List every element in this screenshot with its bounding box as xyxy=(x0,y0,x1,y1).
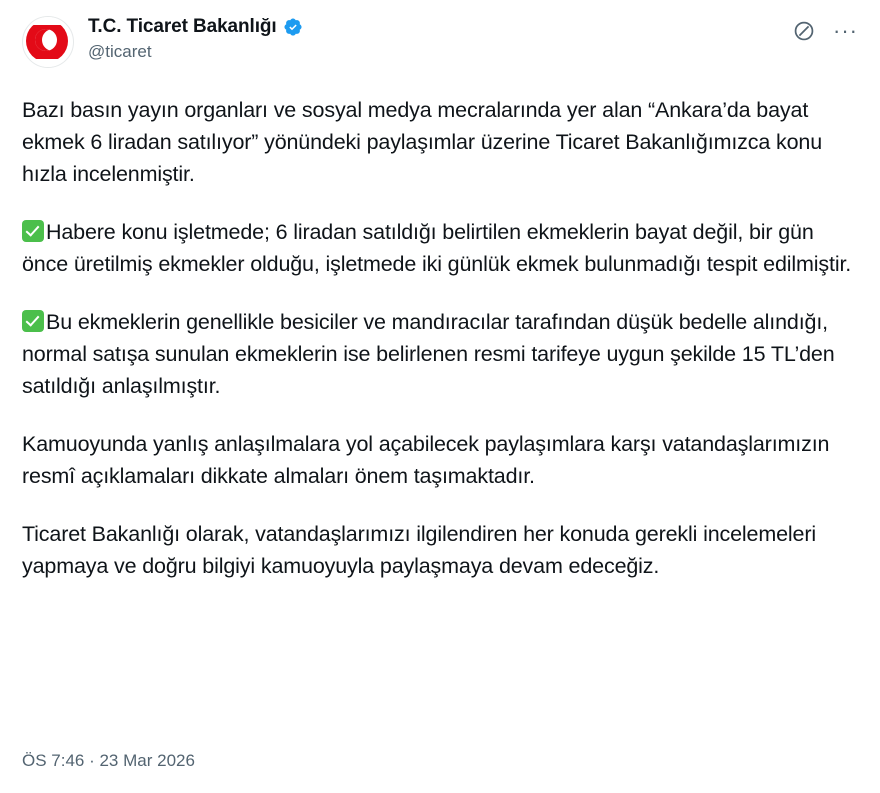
tweet-paragraph: Ticaret Bakanlığı olarak, vatandaşlarımızı ilgilendiren her konuda gerekli incelemeleri yapmaya ve doğru bilgiyi kamuoyuyla paylaşmaya devam edeceğiz. xyxy=(22,522,816,578)
more-options-icon[interactable]: ··· xyxy=(833,18,858,43)
avatar[interactable] xyxy=(22,16,74,68)
tweet-paragraph: Bazı basın yayın organları ve sosyal medya mecralarında yer alan “Ankara’da bayat ekmek 6 liradan satılıyor” yönündeki paylaşımlar üzerine Ticaret Bakanlığımızca konu hızla incelenmiştir. xyxy=(22,98,823,186)
check-mark-icon xyxy=(22,310,44,332)
tweet-header xyxy=(22,14,858,78)
tweet-body xyxy=(22,94,858,582)
verified-badge-icon xyxy=(283,17,303,37)
account-handle[interactable]: @ticaret xyxy=(88,42,152,61)
avatar-arc-top xyxy=(25,17,71,25)
display-name-row xyxy=(88,16,303,38)
tweet-paragraph-text: Bu ekmeklerin genellikle besiciler ve mandıracılar tarafından düşük bedelle alındığı, normal satışa sunulan ekmeklerin ise belirlenen resmi tarifeye uygun şekilde 15 TL’den satıldığı anlaşılmıştır. xyxy=(22,310,835,398)
account-names xyxy=(88,14,303,62)
tweet-paragraph-text: Habere konu işletmede; 6 liradan satıldığı belirtilen ekmeklerin bayat değil, bir gün önce üretilmiş ekmekler olduğu, işletmede iki günlük ekmek bulunmadığı tespit edilmiştir. xyxy=(22,220,852,276)
check-mark-icon xyxy=(22,220,44,242)
tweet-paragraph-check xyxy=(22,306,858,402)
display-name[interactable]: T.C. Ticaret Bakanlığı xyxy=(88,16,277,37)
grok-icon[interactable] xyxy=(793,20,815,42)
star-icon: ★ xyxy=(48,35,58,47)
tweet-paragraph-check xyxy=(22,216,858,280)
tweet-timestamp[interactable]: ÖS 7:46 · 23 Mar 2026 xyxy=(22,751,195,770)
tweet-paragraph: Kamuoyunda yanlış anlaşılmalara yol açabilecek paylaşımlara karşı vatandaşlarımızın resmî açıklamaları dikkate almaları önem taşımaktadır. xyxy=(22,432,830,488)
avatar-arc-bottom xyxy=(25,59,71,67)
header-actions xyxy=(793,14,858,42)
